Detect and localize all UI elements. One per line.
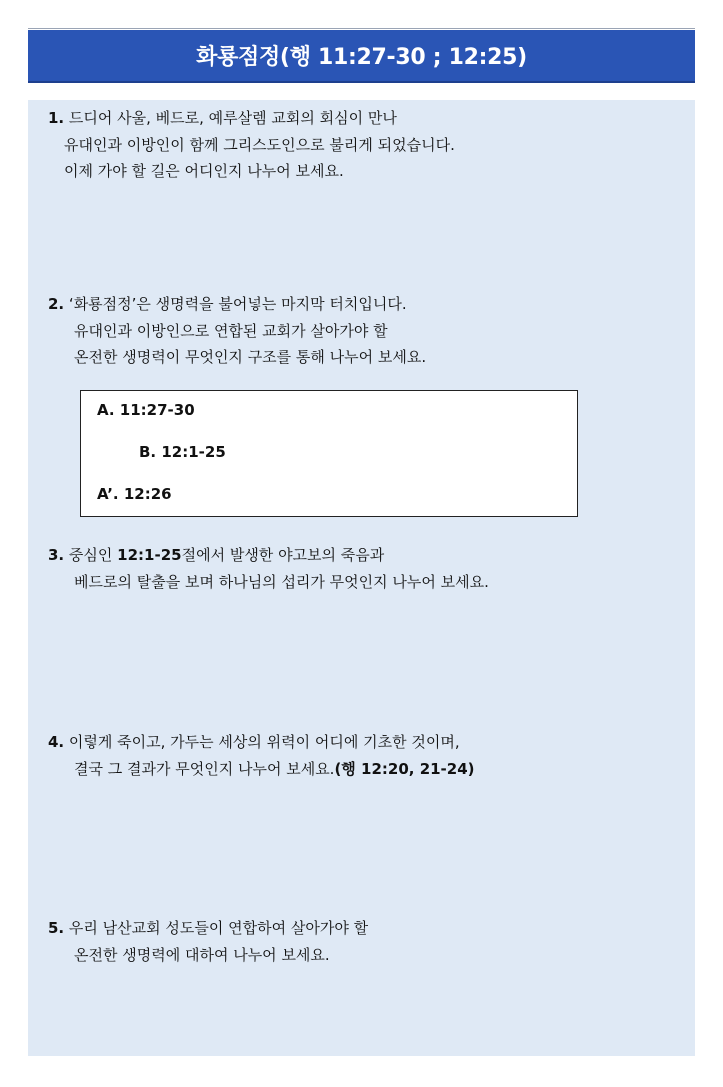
structure-box — [80, 390, 578, 517]
question-1 — [48, 105, 455, 185]
question-number: 4. — [48, 733, 65, 751]
header-top-rule — [28, 28, 695, 29]
structure-a-prime: A’. 12:26 — [97, 485, 172, 503]
question-line: 베드로의 탈출을 보며 하나님의 섭리가 무엇인지 나누어 보세요. — [74, 572, 489, 591]
page-title: 화룡점정(행 11:27-30 ; 12:25) — [196, 45, 527, 70]
question-line: 드디어 사울, 베드로, 예루살렘 교회의 회심이 만나 — [68, 109, 397, 127]
question-line: 온전한 생명력에 대하여 나누어 보세요. — [74, 945, 330, 964]
question-number: 3. — [48, 546, 65, 564]
question-line-text: 중심인 — [68, 546, 118, 564]
question-line: 유대인과 이방인이 함께 그리스도인으로 불리게 되었습니다. — [64, 135, 455, 154]
title-banner — [28, 30, 695, 83]
question-number: 1. — [48, 109, 65, 127]
question-line: 유대인과 이방인으로 연합된 교회가 살아가야 할 — [74, 321, 388, 340]
question-5 — [48, 915, 368, 968]
question-line: 이렇게 죽이고, 가두는 세상의 위력이 어디에 기초한 것이며, — [68, 733, 460, 751]
question-line: 온전한 생명력이 무엇인지 구조를 통해 나누어 보세요. — [74, 348, 427, 366]
verse-reference: (행 12:20, 21-24) — [334, 759, 475, 778]
question-line: 이제 가야 할 길은 어디인지 나누어 보세요. — [64, 162, 344, 180]
question-number: 2. — [48, 295, 65, 313]
question-number: 5. — [48, 919, 65, 937]
verse-reference: 12:1-25 — [117, 546, 182, 564]
question-3 — [48, 542, 489, 595]
question-4 — [48, 729, 475, 782]
question-2 — [48, 291, 426, 371]
question-line: ‘화룡점정’은 생명력을 불어넣는 마지막 터치입니다. — [68, 295, 407, 313]
question-line-text: 결국 그 결과가 무엇인지 나누어 보세요. — [74, 759, 335, 778]
question-line-text: 절에서 발생한 야고보의 죽음과 — [181, 546, 385, 564]
question-line: 우리 남산교회 성도들이 연합하여 살아가야 할 — [68, 919, 369, 937]
structure-b: B. 12:1-25 — [139, 443, 226, 461]
structure-a: A. 11:27-30 — [97, 401, 195, 419]
